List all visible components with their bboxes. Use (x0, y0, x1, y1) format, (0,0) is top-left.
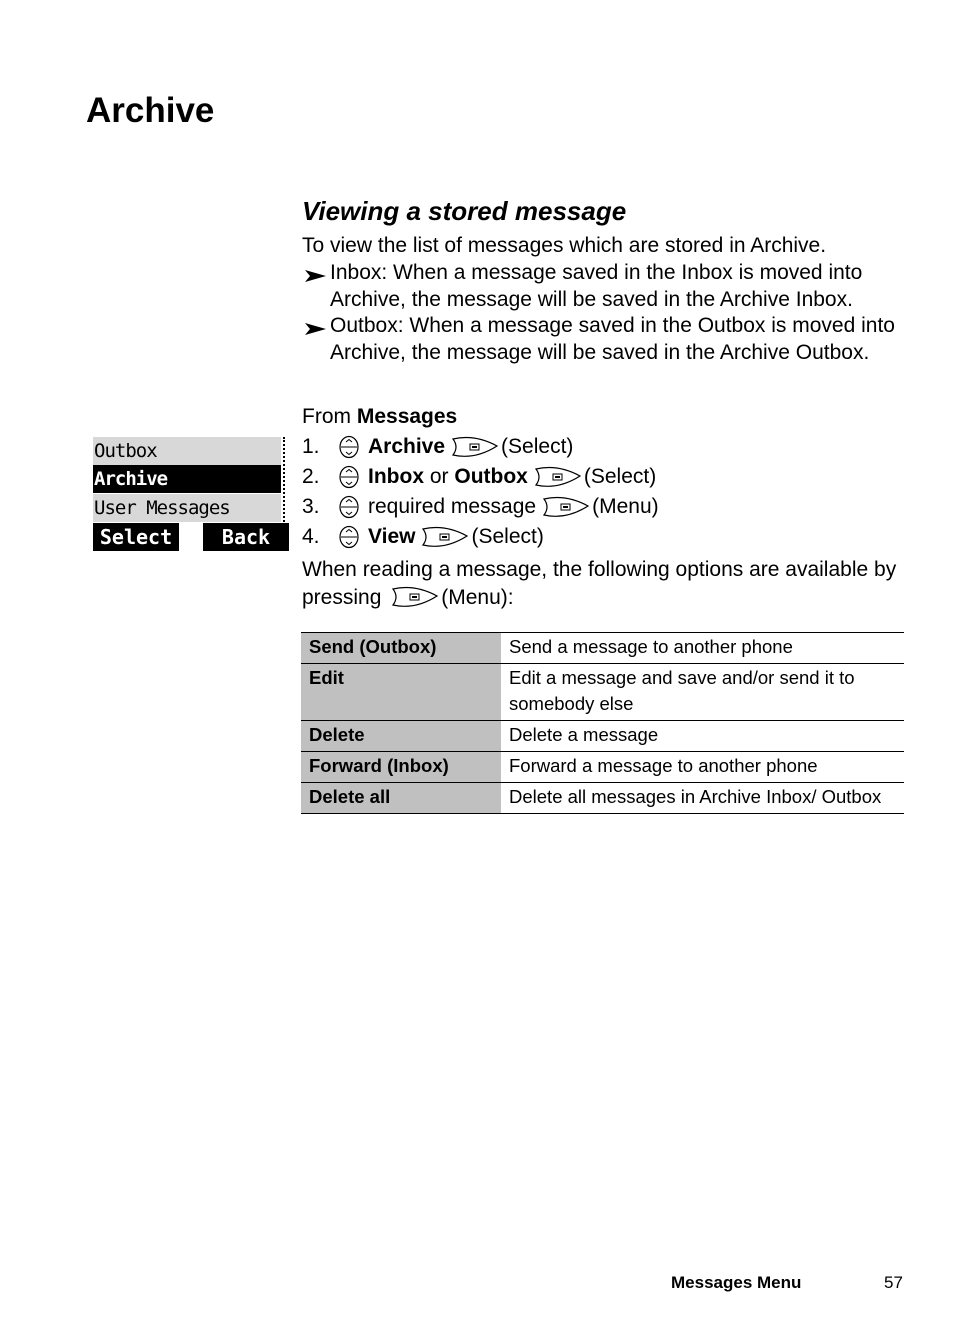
step-number: 3. (302, 495, 320, 518)
step-key-label: (Menu) (592, 495, 659, 518)
table-row (301, 721, 904, 752)
options-intro-text: When reading a message, the following options are available by pressing (302, 558, 897, 609)
option-name: Delete all (301, 783, 501, 814)
step-key-label: (Select) (501, 435, 574, 458)
phone-softkey-back: Back (203, 523, 289, 551)
option-name: Edit (301, 664, 501, 721)
phone-softkey-select: Select (93, 523, 179, 551)
phone-scrollbar (283, 437, 289, 522)
note-text: Inbox: When a message saved in the Inbox is moved into Archive, the message will be saved in the Archive Inbox. (330, 261, 863, 311)
intro-text: To view the list of messages which are stored in Archive. (302, 234, 827, 257)
arrow-bullet-icon (304, 319, 328, 339)
options-intro-key-label: (Menu): (441, 586, 514, 609)
option-description: Edit a message and save and/or send it to somebody else (501, 664, 904, 721)
phone-screen (93, 437, 289, 551)
arrow-bullet-icon (304, 266, 328, 286)
step-list (302, 432, 922, 552)
soft-key-icon (451, 436, 499, 458)
navigation-key-icon (338, 435, 360, 459)
note-outbox (302, 313, 912, 366)
footer-page-number: 57 (884, 1273, 903, 1292)
navigation-key-icon (338, 495, 360, 519)
phone-menu-item-selected: Archive (93, 465, 281, 493)
phone-menu-item: Outbox (93, 437, 281, 465)
step-2 (302, 462, 922, 492)
soft-key-icon (534, 466, 582, 488)
option-name: Forward (Inbox) (301, 752, 501, 783)
from-menu: Messages (356, 405, 458, 428)
step-target: Inbox (368, 465, 424, 488)
from-label: From (302, 405, 351, 428)
step-key-label: (Select) (583, 465, 657, 488)
options-intro (302, 556, 912, 612)
note-text: Outbox: When a message saved in the Outbox is moved into Archive, the message will be saved in the Archive Outbox. (330, 314, 895, 364)
option-description: Delete a message (501, 721, 904, 752)
from-line (302, 403, 457, 430)
options-table (301, 632, 904, 814)
soft-key-icon (391, 586, 439, 608)
option-name: Send (Outbox) (301, 633, 501, 664)
step-target: View (368, 525, 416, 548)
step-key-label: (Select) (471, 525, 544, 548)
note-inbox (302, 260, 912, 313)
option-description: Delete all messages in Archive Inbox/ Outbox (501, 783, 904, 814)
navigation-key-icon (338, 465, 360, 489)
step-1 (302, 432, 922, 462)
option-description: Send a message to another phone (501, 633, 904, 664)
footer-section-name: Messages Menu (671, 1273, 802, 1292)
step-target: Archive (368, 435, 446, 458)
phone-menu-item: User Messages (93, 494, 281, 522)
section-title: Viewing a stored message (302, 196, 627, 226)
table-row (301, 664, 904, 721)
table-row (301, 783, 904, 814)
step-number: 1. (302, 435, 320, 458)
option-name: Delete (301, 721, 501, 752)
step-text: required message (368, 495, 537, 518)
navigation-key-icon (338, 525, 360, 549)
soft-key-icon (542, 496, 590, 518)
table-row (301, 752, 904, 783)
step-number: 4. (302, 525, 320, 548)
step-connector: or (429, 465, 449, 488)
table-row (301, 633, 904, 664)
page-title: Archive (86, 91, 215, 130)
option-description: Forward a message to another phone (501, 752, 904, 783)
step-3 (302, 492, 922, 522)
step-target-2: Outbox (454, 465, 528, 488)
soft-key-icon (421, 526, 469, 548)
step-4 (302, 522, 922, 552)
step-number: 2. (302, 465, 320, 488)
